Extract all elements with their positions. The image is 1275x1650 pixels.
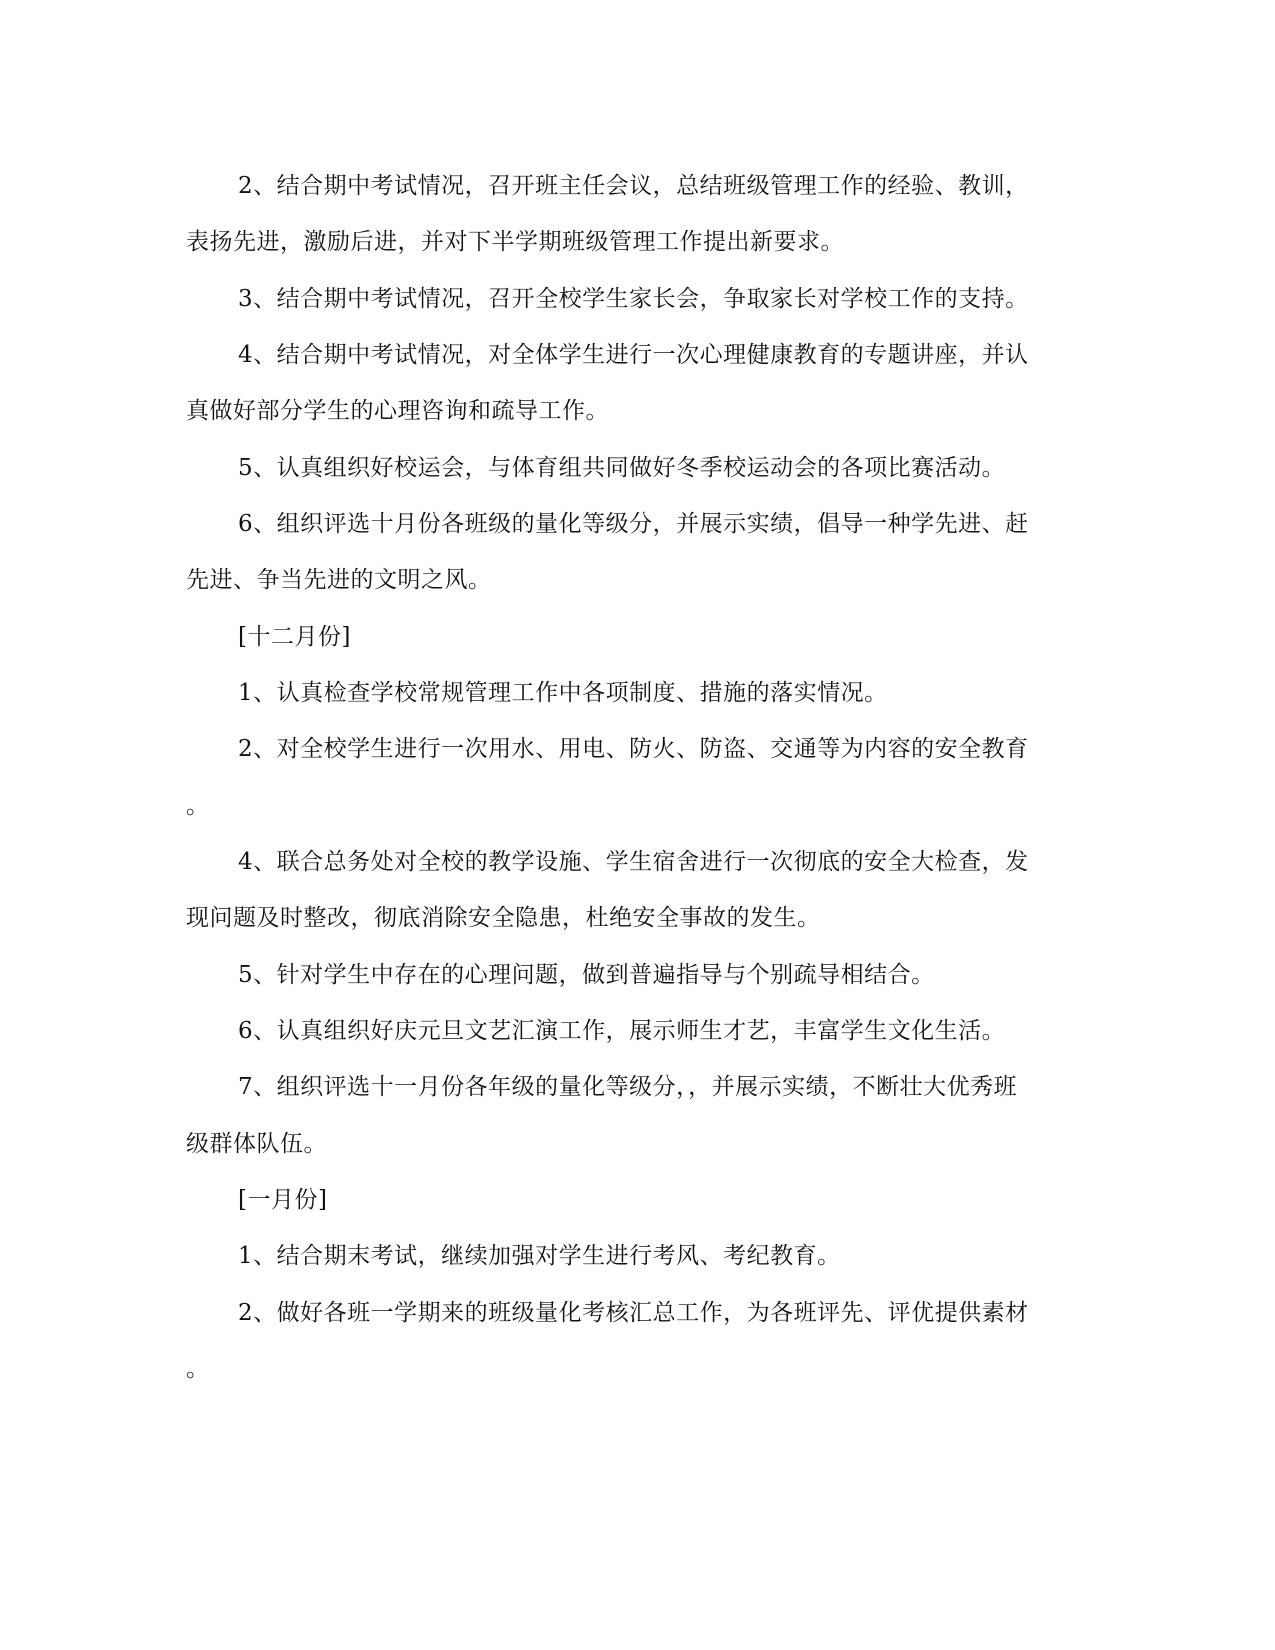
paragraph-line: 3、结合期中考试情况，召开全校学生家长会，争取家长对学校工作的支持。	[238, 286, 1029, 312]
paragraph-line: 4、结合期中考试情况，对全体学生进行一次心理健康教育的专题讲座，并认	[238, 342, 1029, 368]
paragraph-line: 。	[186, 793, 210, 819]
paragraph-line: 5、针对学生中存在的心理问题，做到普遍指导与个别疏导相结合。	[238, 962, 935, 988]
paragraph-line: 4、联合总务处对全校的教学设施、学生宿舍进行一次彻底的安全大检查，发	[238, 849, 1029, 875]
paragraph-line: 7、组织评选十一月份各年级的量化等级分，，并展示实绩，不断壮大优秀班	[238, 1074, 1018, 1100]
paragraph-line: 。	[186, 1356, 210, 1382]
paragraph-line: 2、对全校学生进行一次用水、用电、防火、防盗、交通等为内容的安全教育	[238, 736, 1029, 762]
paragraph-line: 6、组织评选十月份各班级的量化等级分，并展示实绩，倡导一种学先进、赶	[238, 511, 1029, 537]
paragraph-line: 5、认真组织好校运会，与体育组共同做好冬季校运动会的各项比赛活动。	[238, 455, 1006, 481]
paragraph-line: 现问题及时整改，彻底消除安全隐患，杜绝安全事故的发生。	[186, 905, 821, 931]
paragraph-line: 2、结合期中考试情况，召开班主任会议，总结班级管理工作的经验、教训，	[238, 173, 1029, 199]
paragraph-line: 先进、争当先进的文明之风。	[186, 567, 492, 593]
paragraph-line: 1、结合期末考试，继续加强对学生进行考风、考纪教育。	[238, 1243, 841, 1269]
paragraph-line: 表扬先进，激励后进，并对下半学期班级管理工作提出新要求。	[186, 229, 844, 255]
section-heading-december: [十二月份]	[238, 624, 351, 650]
paragraph-line: 真做好部分学生的心理咨询和疏导工作。	[186, 398, 609, 424]
paragraph-line: 6、认真组织好庆元旦文艺汇演工作，展示师生才艺，丰富学生文化生活。	[238, 1018, 1006, 1044]
paragraph-line: 2、做好各班一学期来的班级量化考核汇总工作，为各班评先、评优提供素材	[238, 1300, 1029, 1326]
paragraph-line: 级群体队伍。	[186, 1131, 327, 1157]
paragraph-line: 1、认真检查学校常规管理工作中各项制度、措施的落实情况。	[238, 680, 888, 706]
section-heading-january: [一月份]	[238, 1187, 328, 1213]
